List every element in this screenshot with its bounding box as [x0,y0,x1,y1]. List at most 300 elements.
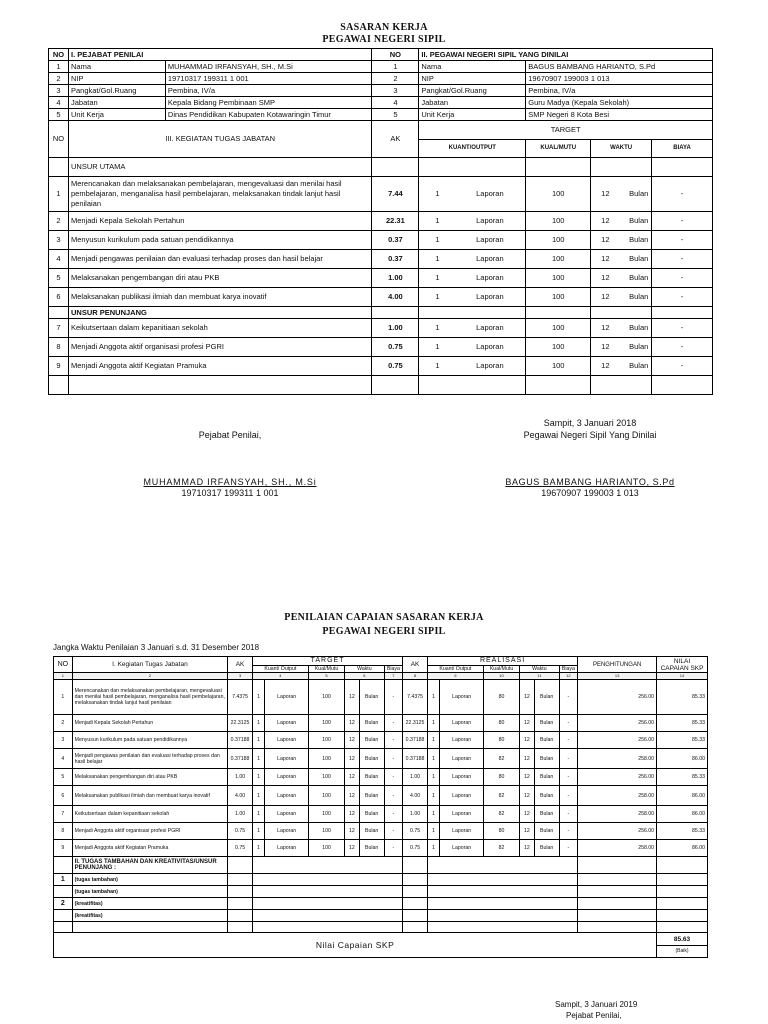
extra-nilai [657,910,708,922]
eval-kuant: 1 [252,786,264,806]
row-waktu [591,250,652,269]
column-number: 4 [252,673,308,680]
eval-mutu-real: 80 [483,769,519,786]
column-number: 10 [483,673,519,680]
extra-penghitungan [578,886,657,898]
info-row [49,85,713,97]
info-left-no: 5 [49,109,69,121]
eval-penghitungan: 258.00 [578,786,657,806]
info-left-no: 1 [49,61,69,73]
info-left-key: Pangkat/Gol.Ruang [68,85,165,97]
row-mutu: 100 [526,212,591,231]
eval-waktu-unit: Bulan [359,769,384,786]
row-no: 2 [49,212,69,231]
doc1-place-date: Sampit, 3 Januari 2018 [543,418,637,428]
eval-kuant-real: 1 [427,840,439,857]
eval-kegiatan: Menjadi Anggota aktif organisasi profesi PGRI [72,823,228,840]
row-kegiatan: Melaksanakan pengembangan diri atau PKB [68,269,371,288]
unsur-penunjang: UNSUR PENUNJANG [68,307,371,319]
row-biaya: - [652,357,713,376]
eval-unit-real: Laporan [440,806,484,823]
row-mutu: 100 [526,250,591,269]
doc1-label-penilai: Pejabat Penilai, [198,430,262,440]
info-right-key: Pangkat/Gol.Ruang [419,85,526,97]
row-kegiatan: Menjadi pengawas penilaian dan evaluasi terhadap proses dan hasil belajar [68,250,371,269]
row-biaya: - [652,288,713,307]
row-kuant-num: 1 [435,273,440,282]
extra-target [252,874,402,886]
eval-biaya-real: - [559,769,578,786]
col-kuant: KUANT/OUTPUT [419,139,526,158]
row-waktu-unit: Bulan [629,235,649,244]
eval-ak: 4.00 [228,786,253,806]
info-right-no: 3 [372,85,419,97]
eval-no: 9 [54,840,73,857]
eval-waktu-real: 12 [520,840,535,857]
info-right-value: Pembina, IV/a [526,85,713,97]
eval-ak: 0.75 [228,823,253,840]
extra-row [54,886,708,898]
info-left-value: Dinas Pendidikan Kabupaten Kotawaringin Timur [165,109,372,121]
section2-title: II. TUGAS TAMBAHAN DAN KREATIVITAS/UNSUR PENUNJANG : [72,857,228,874]
evaluation-row [54,680,708,715]
eval-kuant: 1 [252,749,264,769]
eval-nilai: 85.33 [657,823,708,840]
h2-waktu: Waktu [345,666,384,673]
evaluation-row [54,806,708,823]
eval-kuant: 1 [252,732,264,749]
row-kuant-num: 1 [435,189,440,198]
row-biaya: - [652,269,713,288]
eval-mutu: 100 [308,715,344,732]
column-number: 5 [308,673,344,680]
eval-unit-real: Laporan [440,732,484,749]
eval-kuant: 1 [252,823,264,840]
eval-waktu-unit: Bulan [359,823,384,840]
eval-mutu-real: 82 [483,806,519,823]
extra-label: (tugas tambahan) [72,886,228,898]
extra-real [427,910,577,922]
row-kuant-num: 1 [435,235,440,244]
eval-kegiatan: Keikutsertaan dalam kepanitiaan sekolah [72,806,228,823]
row-no: 5 [49,269,69,288]
eval-mutu: 100 [308,806,344,823]
extra-ak [228,886,253,898]
eval-biaya-real: - [559,823,578,840]
hdr-no: NO [49,49,69,61]
eval-penghitungan: 256.00 [578,769,657,786]
activity-row [49,269,713,288]
row-kuant-unit: Laporan [476,292,504,301]
row-mutu: 100 [526,338,591,357]
info-left-key: Jabatan [68,97,165,109]
row-kegiatan: Merencanakan dan melaksanakan pembelajaran, mengevaluasi dan menilai hasil pembelajaran, menganalisa hasil pembelajaran, melaksanakan tindak lanjut hasil penilaian [68,177,371,212]
extra-row [54,910,708,922]
eval-unit: Laporan [265,715,309,732]
row-kuant-unit: Laporan [476,273,504,282]
eval-biaya: - [384,769,403,786]
eval-no: 1 [54,680,73,715]
col-waktu: WAKTU [591,139,652,158]
row-waktu [591,338,652,357]
eval-ak-real: 0.75 [403,823,428,840]
col-ak: AK [372,121,419,158]
eval-unit-real: Laporan [440,786,484,806]
row-waktu-num: 12 [601,342,610,351]
activity-row [49,177,713,212]
eval-waktu-real: 12 [520,823,535,840]
row-kegiatan: Menyusun kurikulum pada satuan pendidikannya [68,231,371,250]
row-no: 4 [49,250,69,269]
eval-unit-real: Laporan [440,680,484,715]
eval-kuant: 1 [252,680,264,715]
row-ak: 22.31 [372,212,419,231]
row-no: 9 [49,357,69,376]
row-waktu-unit: Bulan [629,189,649,198]
eval-mutu-real: 80 [483,823,519,840]
extra-ak-real [403,910,428,922]
eval-kuant-real: 1 [427,749,439,769]
h2-target: TARGET [252,657,402,666]
hdr-pns-dinilai: II. PEGAWAI NEGERI SIPIL YANG DINILAI [419,49,713,61]
info-left-value: 19710317 199311 1 001 [165,73,372,85]
extra-real [427,886,577,898]
eval-kegiatan: Menjadi Kepala Sekolah Pertahun [72,715,228,732]
info-right-no: 5 [372,109,419,121]
eval-kuant: 1 [252,806,264,823]
row-kegiatan: Menjadi Anggota aktif organisasi profesi PGRI [68,338,371,357]
doc1-sig-left-nip: 19710317 199311 1 001 [181,488,279,498]
eval-ak-real: 4.00 [403,786,428,806]
row-waktu [591,269,652,288]
extra-real [427,874,577,886]
eval-mutu-real: 82 [483,840,519,857]
extra-ak-real [403,898,428,910]
row-kuant-unit: Laporan [476,216,504,225]
eval-waktu: 12 [345,823,360,840]
eval-unit: Laporan [265,806,309,823]
eval-mutu: 100 [308,749,344,769]
extra-target [252,886,402,898]
eval-waktu: 12 [345,769,360,786]
row-biaya: - [652,231,713,250]
extra-ak-real [403,874,428,886]
row-waktu [591,319,652,338]
eval-waktu-real: 12 [520,769,535,786]
row-waktu-num: 12 [601,235,610,244]
eval-waktu: 12 [345,786,360,806]
doc2-signer: Pejabat Penilai, [566,1011,622,1020]
eval-unit: Laporan [265,769,309,786]
h2-realisasi: REALISASI [427,657,577,666]
eval-ak: 0.37188 [228,732,253,749]
eval-waktu-unit-real: Bulan [534,840,559,857]
info-row [49,61,713,73]
row-kuant [419,212,526,231]
activity-row [49,250,713,269]
extra-ak [228,910,253,922]
eval-kegiatan: Menyusun kurikulum pada satuan pendidikannya [72,732,228,749]
eval-no: 8 [54,823,73,840]
doc2-place-date: Sampit, 3 Januari 2019 [555,1000,638,1009]
eval-mutu-real: 80 [483,715,519,732]
eval-kuant-real: 1 [427,769,439,786]
column-number: 2 [72,673,228,680]
eval-penghitungan: 258.00 [578,840,657,857]
column-number: 14 [657,673,708,680]
extra-label: (kreatifitas) [72,910,228,922]
extra-target [252,910,402,922]
activity-row [49,212,713,231]
eval-mutu: 100 [308,769,344,786]
eval-waktu-unit-real: Bulan [534,769,559,786]
eval-unit: Laporan [265,732,309,749]
row-waktu-num: 12 [601,216,610,225]
eval-mutu-real: 82 [483,786,519,806]
row-waktu-unit: Bulan [629,273,649,282]
row-no: 7 [49,319,69,338]
eval-mutu: 100 [308,680,344,715]
info-right-key: Jabatan [419,97,526,109]
col-no: NO [49,121,69,158]
col-kegiatan: III. KEGIATAN TUGAS JABATAN [68,121,371,158]
eval-biaya: - [384,749,403,769]
row-biaya: - [652,250,713,269]
row-kuant-unit: Laporan [476,189,504,198]
doc2-title: PENILAIAN CAPAIAN SASARAN KERJA [284,612,484,623]
info-left-no: 2 [49,73,69,85]
h2-kuant: Kuant/ Output [252,666,308,673]
eval-biaya-real: - [559,680,578,715]
row-waktu [591,212,652,231]
info-right-value: 19670907 199003 1 013 [526,73,713,85]
row-waktu-num: 12 [601,254,610,263]
eval-waktu: 12 [345,715,360,732]
info-right-value: SMP Negeri 8 Kota Besi [526,109,713,121]
unsur-utama: UNSUR UTAMA [68,158,371,177]
h2-biaya-r: Biaya [559,666,578,673]
row-waktu-unit: Bulan [629,342,649,351]
eval-biaya: - [384,840,403,857]
eval-no: 2 [54,715,73,732]
eval-waktu-unit: Bulan [359,732,384,749]
extra-label: (kreatifitas) [72,898,228,910]
eval-unit-real: Laporan [440,769,484,786]
extra-penghitungan [578,910,657,922]
nilai-capaian-value: 85.63 [657,935,707,946]
eval-waktu-unit: Bulan [359,786,384,806]
row-waktu [591,231,652,250]
eval-nilai: 86.00 [657,806,708,823]
row-ak: 7.44 [372,177,419,212]
eval-ak: 1.00 [228,769,253,786]
eval-waktu: 12 [345,806,360,823]
info-left-value: MUHAMMAD IRFANSYAH, SH., M.Si [165,61,372,73]
eval-waktu-unit-real: Bulan [534,732,559,749]
eval-biaya: - [384,715,403,732]
eval-penghitungan: 256.00 [578,715,657,732]
eval-penghitungan: 256.00 [578,732,657,749]
row-waktu-num: 12 [601,292,610,301]
info-left-value: Pembina, IV/a [165,85,372,97]
info-left-key: Unit Kerja [68,109,165,121]
row-kuant-num: 1 [435,216,440,225]
info-right-key: NIP [419,73,526,85]
row-waktu [591,357,652,376]
eval-kuant-real: 1 [427,823,439,840]
eval-nilai: 85.33 [657,715,708,732]
eval-mutu: 100 [308,732,344,749]
eval-waktu-real: 12 [520,715,535,732]
extra-ak [228,898,253,910]
activity-row [49,231,713,250]
row-kuant-num: 1 [435,342,440,351]
row-kuant [419,250,526,269]
column-number: 3 [228,673,253,680]
h2-biaya: Biaya [384,666,403,673]
eval-penghitungan: 256.00 [578,680,657,715]
activity-row [49,288,713,307]
eval-waktu-unit: Bulan [359,715,384,732]
info-right-key: Unit Kerja [419,109,526,121]
row-kuant [419,357,526,376]
eval-ak: 0.37188 [228,749,253,769]
doc2-period: Jangka Waktu Penilaian 3 Januari s.d. 31 Desember 2018 [53,643,260,652]
eval-ak-real: 7.4375 [403,680,428,715]
eval-kuant: 1 [252,769,264,786]
eval-ak: 7.4375 [228,680,253,715]
info-row [49,97,713,109]
info-row [49,73,713,85]
h2-waktu-r: Waktu [520,666,559,673]
row-waktu-num: 12 [601,273,610,282]
eval-unit: Laporan [265,680,309,715]
eval-biaya-real: - [559,840,578,857]
extra-ak-real [403,886,428,898]
eval-kegiatan: Melaksanakan publikasi ilmiah dan membuat karya inovatif [72,786,228,806]
col-target: TARGET [419,121,713,140]
eval-waktu-unit: Bulan [359,749,384,769]
eval-waktu-unit-real: Bulan [534,823,559,840]
eval-no: 4 [54,749,73,769]
row-waktu [591,288,652,307]
info-left-key: Nama [68,61,165,73]
extra-label: (tugas tambahan) [72,874,228,886]
eval-nilai: 86.00 [657,749,708,769]
eval-unit-real: Laporan [440,823,484,840]
nilai-capaian-desc: (Baik) [675,947,689,954]
eval-biaya-real: - [559,732,578,749]
h2-penghitungan: PENGHITUNGAN [578,657,657,673]
extra-nilai [657,886,708,898]
row-kegiatan: Menjadi Kepala Sekolah Pertahun [68,212,371,231]
eval-nilai: 86.00 [657,840,708,857]
row-ak: 1.00 [372,269,419,288]
row-kuant-num: 1 [435,323,440,332]
info-right-no: 4 [372,97,419,109]
eval-mutu: 100 [308,823,344,840]
row-ak: 0.37 [372,250,419,269]
h2-kual-r: Kual/Mutu [483,666,519,673]
doc1-title: SASARAN KERJA [340,22,428,33]
eval-mutu-real: 80 [483,680,519,715]
eval-unit: Laporan [265,749,309,769]
eval-ak: 1.00 [228,806,253,823]
eval-waktu-real: 12 [520,680,535,715]
eval-ak-real: 0.37188 [403,732,428,749]
eval-waktu-unit: Bulan [359,680,384,715]
column-number: 8 [403,673,428,680]
info-right-no: 1 [372,61,419,73]
extra-penghitungan [578,898,657,910]
activity-row [49,357,713,376]
row-kuant [419,269,526,288]
col-biaya: BIAYA [652,139,713,158]
row-kuant-unit: Laporan [476,361,504,370]
eval-waktu: 12 [345,680,360,715]
eval-biaya-real: - [559,715,578,732]
extra-target [252,898,402,910]
row-kuant [419,319,526,338]
info-left-no: 3 [49,85,69,97]
eval-penghitungan: 258.00 [578,749,657,769]
eval-biaya: - [384,732,403,749]
penilaian-table [53,656,708,958]
eval-biaya-real: - [559,786,578,806]
eval-mutu: 100 [308,786,344,806]
eval-biaya: - [384,806,403,823]
row-waktu-unit: Bulan [629,361,649,370]
row-ak: 0.37 [372,231,419,250]
eval-kuant: 1 [252,715,264,732]
eval-penghitungan: 258.00 [578,806,657,823]
info-left-no: 4 [49,97,69,109]
row-no: 1 [49,177,69,212]
evaluation-row [54,769,708,786]
doc1-label-dinilai: Pegawai Negeri Sipil Yang Dinilai [523,430,657,440]
extra-row [54,898,708,910]
eval-mutu: 100 [308,840,344,857]
eval-waktu-real: 12 [520,749,535,769]
eval-biaya: - [384,680,403,715]
row-waktu-num: 12 [601,361,610,370]
eval-ak: 0.75 [228,840,253,857]
evaluation-row [54,786,708,806]
eval-no: 3 [54,732,73,749]
row-kuant-num: 1 [435,361,440,370]
column-number: 12 [559,673,578,680]
eval-waktu-real: 12 [520,806,535,823]
eval-unit-real: Laporan [440,749,484,769]
eval-unit-real: Laporan [440,840,484,857]
info-right-no: 2 [372,73,419,85]
column-number: 11 [520,673,559,680]
row-mutu: 100 [526,288,591,307]
row-biaya: - [652,319,713,338]
eval-kuant-real: 1 [427,732,439,749]
row-waktu-num: 12 [601,189,610,198]
row-waktu-unit: Bulan [629,216,649,225]
doc1-sig-left-name: MUHAMMAD IRFANSYAH, SH., M.Si [143,477,317,487]
row-biaya: - [652,338,713,357]
activity-row [49,338,713,357]
row-mutu: 100 [526,177,591,212]
extra-no: 1 [54,874,73,886]
info-right-value: Guru Madya (Kepala Sekolah) [526,97,713,109]
info-left-value: Kepala Bidang Pembinaan SMP [165,97,372,109]
eval-nilai: 85.33 [657,769,708,786]
info-row [49,109,713,121]
